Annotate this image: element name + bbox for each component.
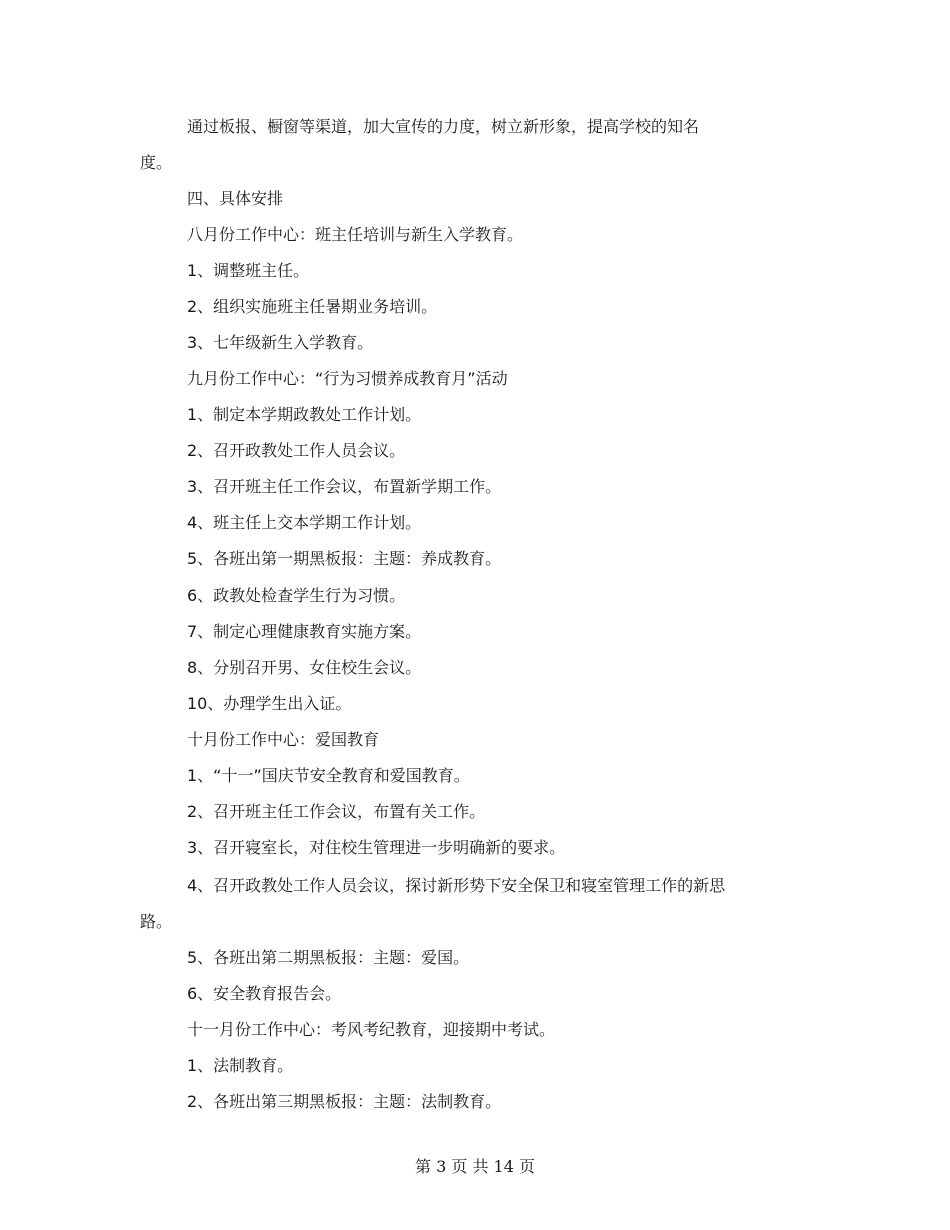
list-item: 1、法制教育。 [187, 1056, 294, 1075]
paragraph-line: 度。 [140, 153, 173, 172]
month-heading: 十一月份工作中心：考风考纪教育，迎接期中考试。 [187, 1020, 556, 1039]
month-heading: 八月份工作中心：班主任培训与新生入学教育。 [187, 225, 524, 244]
list-item: 3、七年级新生入学教育。 [187, 333, 374, 352]
month-heading: 十月份工作中心：爱国教育 [187, 730, 380, 749]
list-item: 2、召开班主任工作会议，布置有关工作。 [187, 802, 486, 821]
list-item: 2、召开政教处工作人员会议。 [187, 441, 406, 460]
list-item: 8、分别召开男、女住校生会议。 [187, 658, 422, 677]
list-item: 10、办理学生出入证。 [187, 694, 352, 713]
paragraph-line: 路。 [140, 912, 173, 931]
list-item: 4、召开政教处工作人员会议，探讨新形势下安全保卫和寝室管理工作的新思 [187, 876, 726, 895]
section-heading: 四、具体安排 [187, 189, 284, 208]
list-item: 5、各班出第一期黑板报：主题：养成教育。 [187, 549, 502, 568]
list-item: 3、召开寝室长，对住校生管理进一步明确新的要求。 [187, 838, 566, 857]
page-number-footer: 第 3 页 共 14 页 [415, 1157, 535, 1176]
list-item: 6、政教处检查学生行为习惯。 [187, 586, 406, 605]
list-item: 1、制定本学期政教处工作计划。 [187, 405, 422, 424]
list-item: 2、组织实施班主任暑期业务培训。 [187, 297, 438, 316]
list-item: 1、“十一”国庆节安全教育和爱国教育。 [187, 766, 470, 785]
list-item: 3、召开班主任工作会议，布置新学期工作。 [187, 477, 502, 496]
month-heading: 九月份工作中心：“行为习惯养成教育月”活动 [187, 369, 508, 388]
list-item: 6、安全教育报告会。 [187, 984, 342, 1003]
list-item: 1、调整班主任。 [187, 261, 310, 280]
list-item: 2、各班出第三期黑板报：主题：法制教育。 [187, 1092, 502, 1111]
list-item: 4、班主任上交本学期工作计划。 [187, 513, 422, 532]
list-item: 5、各班出第二期黑板报：主题：爱国。 [187, 948, 470, 967]
paragraph-line: 通过板报、橱窗等渠道，加大宣传的力度，树立新形象，提高学校的知名 [187, 117, 700, 136]
list-item: 7、制定心理健康教育实施方案。 [187, 622, 422, 641]
